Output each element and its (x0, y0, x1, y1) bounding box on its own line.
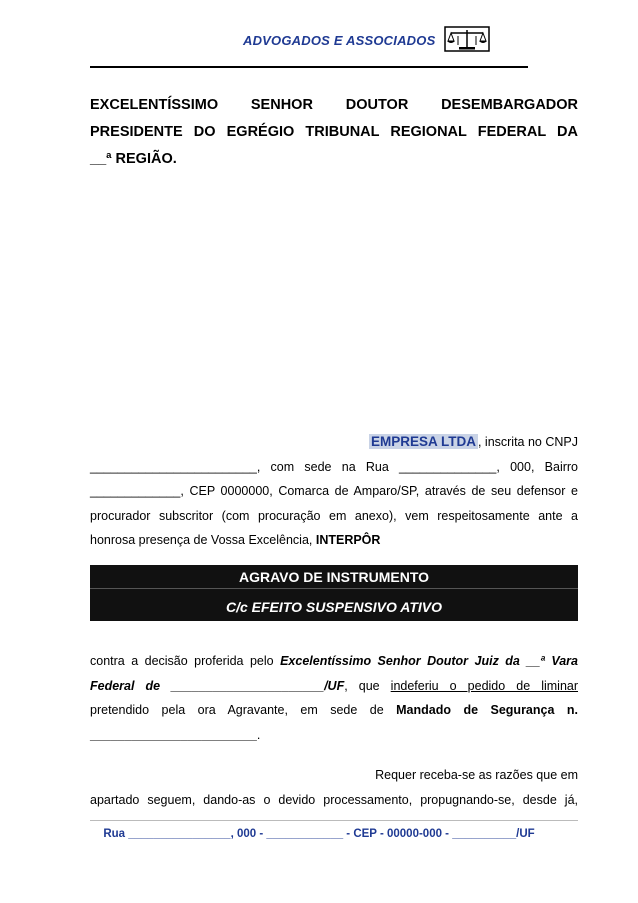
decision-line-3: pretendido pela ora Agravante, em sede de Mandado de Segurança n. (90, 703, 578, 717)
company-name: EMPRESA LTDA (370, 434, 476, 449)
decision-paragraph (90, 649, 578, 747)
closing-paragraph (90, 763, 578, 812)
address-line-3: __ª REGIÃO. (90, 151, 177, 167)
intro-line-4: procurador subscritor (com procuração em anexo), vem respeitosamente ante a (90, 508, 578, 523)
closing-line-2: apartado seguem, dando-as o devido processamento, propugnando-se, desde já, (90, 792, 578, 807)
address-line-1: EXCELENTÍSSIMO SENHOR DOUTOR DESEMBARGADOR (90, 97, 579, 113)
intro-line-3: _____________, CEP 0000000, Comarca de Amparo/SP, através de seu defensor e (90, 484, 578, 498)
petition-title-banner (90, 565, 578, 621)
intro-paragraph (90, 430, 578, 553)
closing-line-1: Requer receba-se as razões que em (375, 768, 578, 782)
intro-line-2: ________________________, com sede na Rua ______________, 000, Bairro (90, 459, 578, 474)
address-line-2: PRESIDENTE DO EGRÉGIO TRIBUNAL REGIONAL FEDERAL DA (90, 124, 578, 140)
footer-rule (90, 820, 578, 821)
firm-name: ADVOGADOS E ASSOCIADOS (243, 33, 436, 48)
decision-line-4: ________________________. (90, 727, 261, 742)
header-rule (90, 66, 528, 68)
decision-line-2: Federal de ______________________/UF, que indeferiu o pedido de liminar (90, 678, 579, 693)
petition-subtitle: C/c EFEITO SUSPENSIVO ATIVO (225, 599, 442, 615)
letterhead (0, 26, 638, 70)
banner-divider (90, 588, 578, 589)
court-address (90, 92, 578, 173)
intro-line-1: EMPRESA LTDA , inscrita no CNPJ (370, 434, 578, 449)
footer-address: Rua ________________, 000 - ____________ - CEP - 00000-000 - __________/UF (103, 828, 535, 840)
scales-of-justice-icon (444, 26, 490, 52)
petition-title: AGRAVO DE INSTRUMENTO (238, 569, 430, 585)
intro-line-5: honrosa presença de Vossa Excelência, INTERPÔR (90, 533, 381, 547)
decision-line-1: contra a decisão proferida pelo Excelentíssimo Senhor Doutor Juiz da __ª Vara (90, 654, 578, 668)
